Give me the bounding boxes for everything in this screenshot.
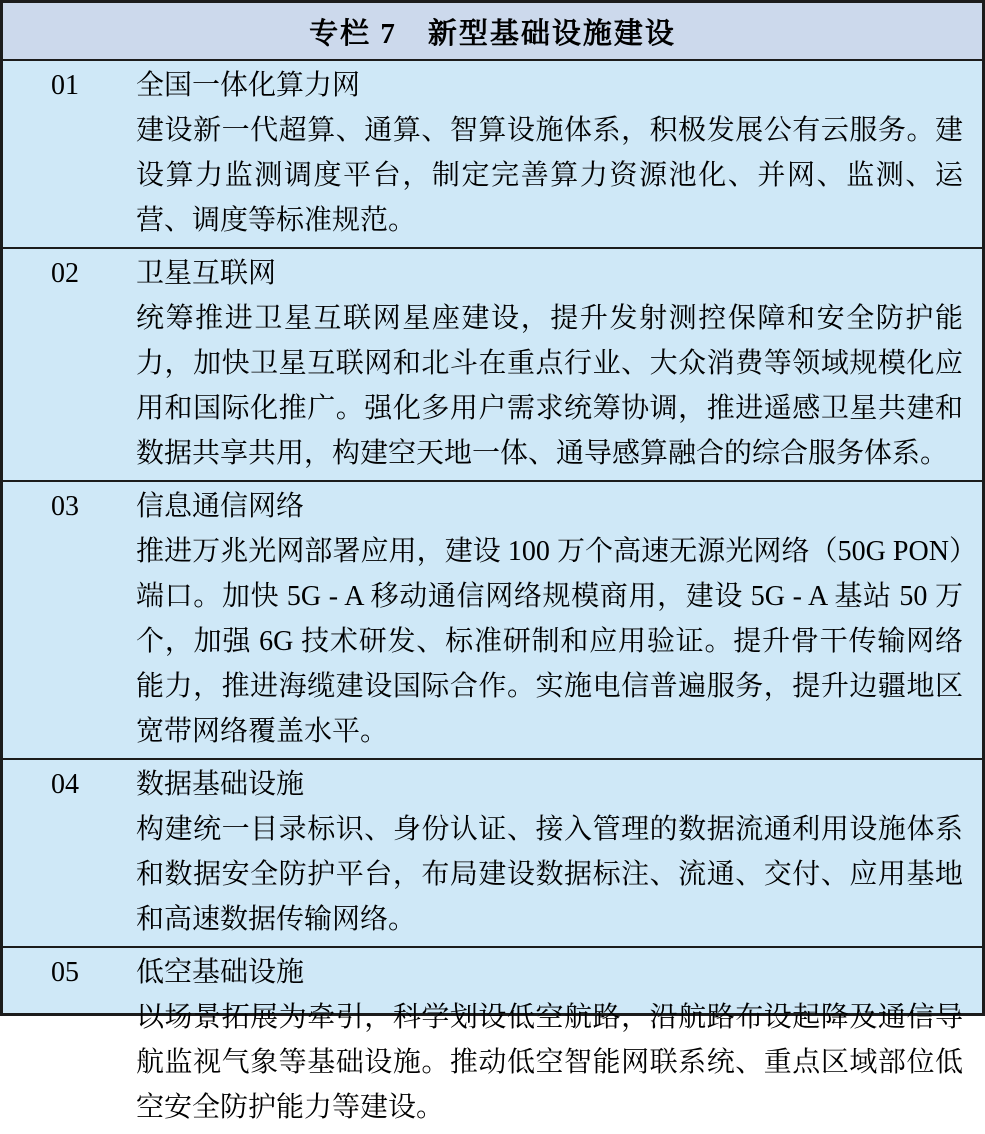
section-title: 低空基础设施	[136, 957, 305, 988]
section-title: 卫星互联网	[136, 258, 277, 289]
section-title: 信息通信网络	[136, 491, 305, 522]
section-number: 05	[51, 957, 79, 988]
section-body: 推进万兆光网部署应用，建设 100 万个高速无源光网络（50G PON）端口。加快 5G - A 移动通信网络规模商用，建设 5G - A 基站 50 万个，加强 6G 技术研发、标准研制和应用验证。提升骨干传输网络能力，推进海缆建设国际合作。实施电信普遍服务，提升边疆地区宽带网络覆盖水平。	[136, 536, 963, 747]
section-heading	[3, 951, 982, 995]
section-heading	[3, 252, 982, 296]
section-body: 建设新一代超算、通算、智算设施体系，积极发展公有云服务。建设算力监测调度平台，制定完善算力资源池化、并网、监测、运营、调度等标准规范。	[136, 115, 963, 236]
panel-title: 专栏 7 新型基础设施建设	[3, 3, 982, 61]
section-number: 02	[51, 258, 79, 289]
section-heading	[3, 763, 982, 807]
section-heading	[3, 64, 982, 108]
section-04	[3, 758, 982, 946]
section-body: 构建统一目录标识、身份认证、接入管理的数据流通利用设施体系和数据安全防护平台，布局建设数据标注、流通、交付、应用基地和高速数据传输网络。	[136, 814, 963, 935]
section-01	[3, 61, 982, 247]
section-number: 03	[51, 491, 79, 522]
section-heading	[3, 485, 982, 529]
section-02	[3, 247, 982, 480]
section-body: 以场景拓展为牵引，科学划设低空航路，沿航路布设起降及通信导航监视气象等基础设施。推动低空智能网联系统、重点区域部位低空安全防护能力等建设。	[136, 1002, 963, 1123]
section-number: 01	[51, 70, 79, 101]
section-title: 数据基础设施	[136, 769, 305, 800]
section-title: 全国一体化算力网	[136, 70, 361, 101]
section-body: 统筹推进卫星互联网星座建设，提升发射测控保障和安全防护能力，加快卫星互联网和北斗在重点行业、大众消费等领域规模化应用和国际化推广。强化多用户需求统筹协调，推进遥感卫星共建和数据共享共用，构建空天地一体、通导感算融合的综合服务体系。	[136, 303, 963, 469]
section-03	[3, 480, 982, 758]
section-05	[3, 946, 982, 1134]
section-number: 04	[51, 769, 79, 800]
